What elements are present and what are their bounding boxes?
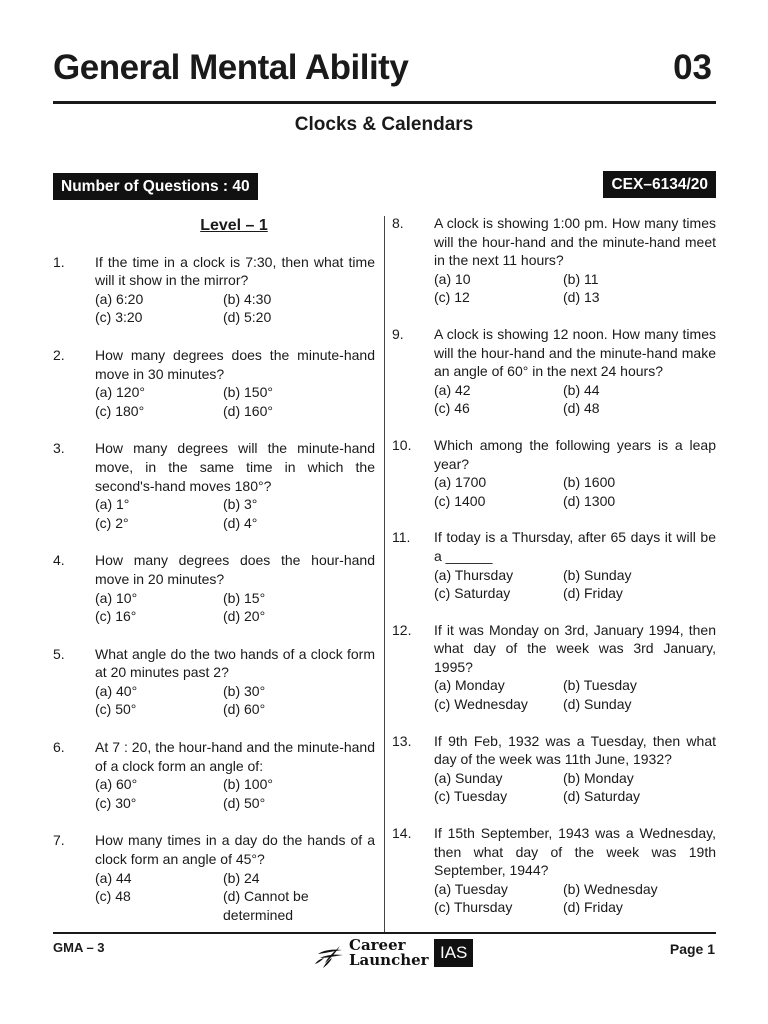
chapter-number: 03	[673, 48, 712, 87]
answer-options	[95, 290, 375, 327]
question-item	[53, 831, 375, 924]
answer-option: (b) 1600	[563, 474, 616, 491]
question-item	[392, 436, 716, 510]
answer-option: (a) 120°	[95, 384, 145, 401]
exam-code-badge: CEX–6134/20	[603, 171, 716, 198]
answer-options	[434, 270, 716, 307]
answer-option: (a) Sunday	[434, 769, 503, 786]
footer-rule	[53, 932, 716, 934]
answer-options	[434, 880, 716, 917]
answer-option: (b) Wednesday	[563, 880, 658, 897]
question-number: 5.	[53, 645, 65, 662]
question-item	[53, 738, 375, 812]
answer-option: (d) 4°	[223, 514, 258, 531]
answer-option: (d) 5:20	[223, 309, 272, 326]
question-number: 3.	[53, 440, 65, 457]
answer-option: (c) 16°	[95, 608, 137, 625]
answer-option: (b) Monday	[563, 769, 634, 786]
footer-section-code: GMA – 3	[53, 940, 105, 955]
answer-option: (b) 150°	[223, 384, 273, 401]
question-item	[392, 824, 716, 917]
question-text: How many times in a day do the hands of a clock form an angle of 45°?	[95, 832, 375, 868]
answer-options	[95, 775, 375, 812]
answer-option: (a) 1°	[95, 496, 130, 513]
answer-option: (d) Friday	[563, 585, 623, 602]
answer-option: (b) 44	[563, 381, 600, 398]
question-text: What angle do the two hands of a clock form at 20 minutes past 2?	[95, 645, 375, 681]
question-item	[53, 645, 375, 719]
answer-option: (c) 50°	[95, 701, 137, 718]
question-item	[53, 439, 375, 532]
question-list-right	[392, 214, 716, 917]
question-number: 10.	[392, 436, 412, 453]
answer-option: (d) Cannot be determined	[223, 888, 309, 923]
header-rule	[53, 101, 716, 104]
answer-options	[95, 589, 375, 626]
answer-option: (a) Monday	[434, 677, 505, 694]
question-text: If 9th Feb, 1932 was a Tuesday, then what day of the week was 11th June, 1932?	[434, 732, 716, 768]
answer-option: (c) Wednesday	[434, 696, 528, 713]
question-number: 8.	[392, 215, 404, 231]
question-number: 13.	[392, 732, 412, 749]
answer-option: (a) 44	[95, 869, 132, 886]
answer-option: (d) 50°	[223, 794, 266, 811]
question-number: 4.	[53, 552, 65, 569]
answer-options	[434, 473, 716, 510]
answer-option: (c) Thursday	[434, 899, 513, 916]
question-text: A clock is showing 12 noon. How many times will the hour-hand and the minute-hand make an angle of 60° in the next 24 hours?	[434, 325, 716, 380]
answer-option: (a) 1700	[434, 474, 487, 491]
answer-option: (b) 15°	[223, 589, 266, 606]
answer-option: (b) 11	[563, 270, 599, 287]
question-text: Which among the following years is a leap year?	[434, 436, 716, 472]
answer-options	[434, 381, 716, 418]
page-title: General Mental Ability	[53, 48, 409, 87]
question-number: 6.	[53, 739, 65, 756]
answer-option: (c) Tuesday	[434, 788, 508, 805]
answer-option: (c) 180°	[95, 402, 145, 419]
answer-option: (c) 2°	[95, 514, 129, 531]
chapter-subtitle: Clocks & Calendars	[294, 114, 474, 135]
answer-options	[95, 495, 375, 532]
question-item	[392, 214, 716, 307]
answer-option: (c) 48	[95, 888, 131, 905]
answer-option: (c) 1400	[434, 492, 486, 509]
question-text: If the time in a clock is 7:30, then what time will it show in the mirror?	[95, 253, 375, 289]
question-number: 1.	[53, 253, 65, 270]
answer-option: (a) 60°	[95, 776, 138, 793]
question-text: How many degrees will the minute-hand move, in the same time in which the second's-hand moves 180°?	[95, 440, 375, 494]
question-text: How many degrees does the minute-hand move in 30 minutes?	[95, 346, 375, 382]
answer-option: (a) 40°	[95, 682, 138, 699]
answer-options	[95, 682, 375, 719]
right-column	[392, 214, 716, 935]
question-text: How many degrees does the hour-hand move in 20 minutes?	[95, 552, 375, 587]
answer-option: (d) 20°	[223, 608, 266, 625]
question-text: At 7 : 20, the hour-hand and the minute-hand of a clock form an angle of:	[95, 739, 375, 774]
answer-option: (b) 24	[223, 869, 260, 886]
answer-options	[95, 869, 375, 925]
question-count-badge: Number of Questions : 40	[53, 173, 258, 200]
question-number: 7.	[53, 832, 65, 849]
answer-option: (a) Thursday	[434, 566, 514, 583]
answer-option: (d) 160°	[223, 402, 273, 419]
question-number: 9.	[392, 325, 404, 342]
question-text: A clock is showing 1:00 pm. How many times will the hour-hand and the minute-hand meet in the next 11 hours?	[434, 215, 716, 269]
question-number: 11.	[392, 529, 411, 546]
answer-option: (a) Tuesday	[434, 880, 508, 897]
answer-options	[434, 566, 716, 603]
answer-option: (a) 42	[434, 381, 471, 398]
column-divider	[384, 216, 385, 932]
question-list-left	[53, 253, 375, 925]
question-item	[392, 732, 716, 806]
question-text: If 15th September, 1943 was a Wednesday, then what day of the week was 19th September, 1944?	[434, 825, 716, 879]
answer-option: (d) 48	[563, 400, 600, 417]
question-item	[53, 346, 375, 420]
answer-option: (b) 30°	[223, 682, 266, 699]
question-number: 14.	[392, 825, 412, 842]
question-item	[53, 253, 375, 327]
logo-ias-badge: IAS	[434, 939, 473, 967]
question-text: If it was Monday on 3rd, January 1994, then what day of the week was 3rd January, 1995?	[434, 621, 716, 675]
answer-option: (d) 13	[563, 289, 600, 306]
answer-option: (a) 10	[434, 270, 471, 287]
answer-option: (b) Sunday	[563, 566, 632, 583]
answer-options	[434, 676, 716, 713]
question-number: 12.	[392, 621, 412, 638]
question-item	[392, 621, 716, 714]
answer-option: (b) 3°	[223, 496, 258, 513]
answer-option: (c) 12	[434, 289, 470, 306]
question-item	[392, 528, 716, 602]
answer-option: (b) 4:30	[223, 290, 272, 307]
question-number: 2.	[53, 346, 65, 363]
answer-option: (a) 10°	[95, 589, 138, 606]
answer-option: (b) 100°	[223, 776, 273, 793]
page-number: Page 1	[669, 941, 715, 957]
answer-options	[434, 769, 716, 806]
answer-option: (a) 6:20	[95, 290, 144, 307]
level-heading: Level – 1	[200, 217, 268, 234]
answer-option: (c) 30°	[95, 794, 137, 811]
question-text: If today is a Thursday, after 65 days it will be a ______	[434, 529, 716, 564]
logo-wordmark: Career Launcher	[349, 936, 429, 969]
question-item	[53, 551, 375, 625]
left-column	[53, 214, 375, 943]
answer-option: (d) 1300	[563, 492, 616, 509]
answer-option: (c) 46	[434, 400, 470, 417]
answer-option: (c) Saturday	[434, 585, 511, 602]
answer-option: (d) Sunday	[563, 696, 632, 713]
answer-option: (c) 3:20	[95, 309, 143, 326]
answer-options	[95, 383, 375, 420]
answer-option: (d) Saturday	[563, 788, 641, 805]
question-item	[392, 325, 716, 418]
career-launcher-swoosh-icon	[312, 937, 348, 971]
answer-option: (d) 60°	[223, 701, 266, 718]
answer-option: (b) Tuesday	[563, 677, 637, 694]
answer-option: (d) Friday	[563, 899, 623, 916]
